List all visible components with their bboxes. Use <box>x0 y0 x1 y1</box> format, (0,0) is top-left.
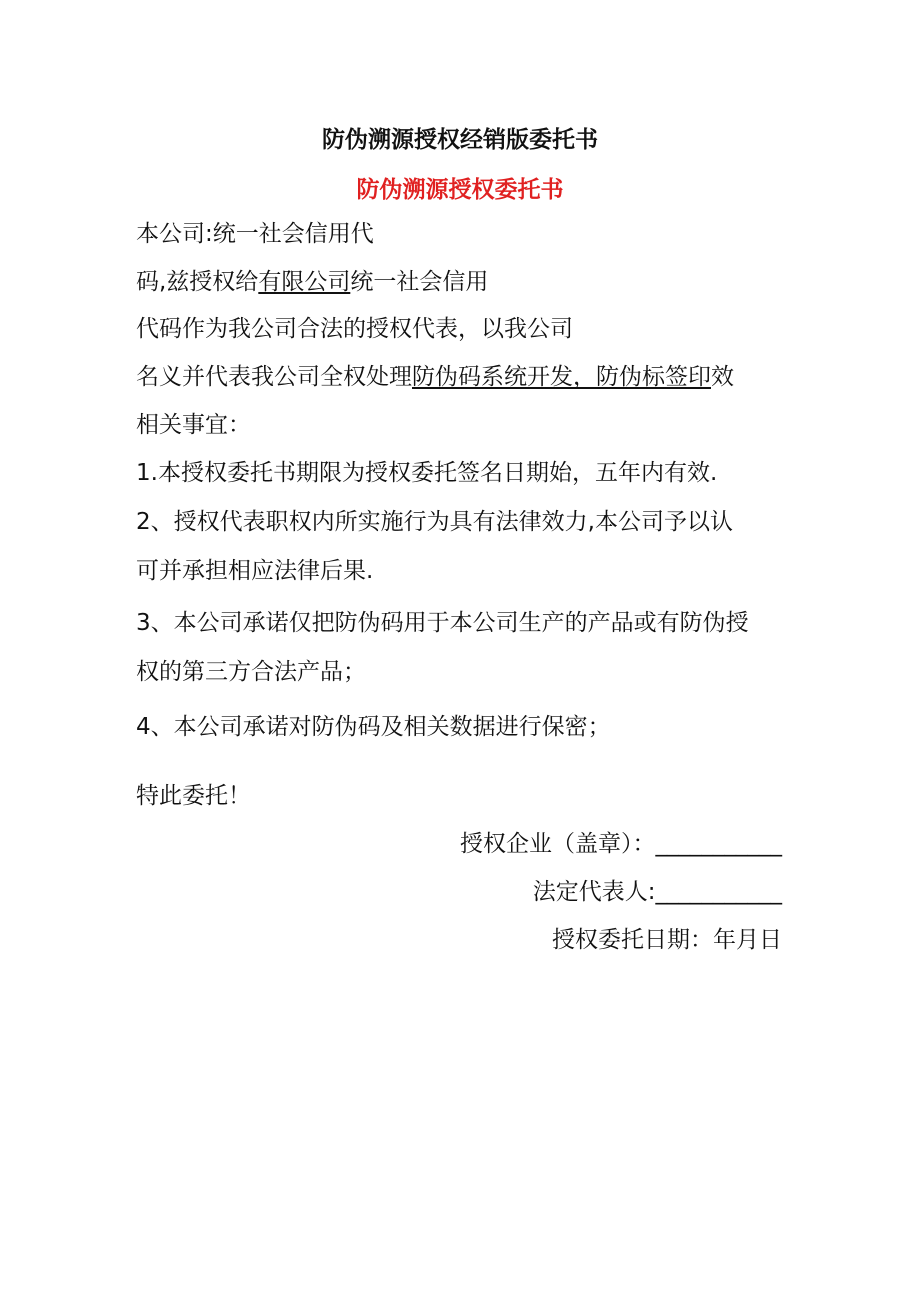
document-subtitle: 防伪溯源授权委托书 <box>356 177 564 203</box>
body-line-1: 本公司:统一社会信用代 <box>136 221 374 247</box>
body-line-4-part-a: 名义并代表我公司全权处理 <box>136 364 412 390</box>
body-line-4 <box>136 361 734 393</box>
document-title: 防伪溯源授权经销版委托书 <box>322 127 598 153</box>
company-name-blank: 有限公司 <box>258 269 351 295</box>
body-line-5: 相关事宜： <box>136 412 251 438</box>
closing-line: 特此委托！ <box>136 783 251 809</box>
body-line-3: 代码作为我公司合法的授权代表，以我公司 <box>136 316 573 342</box>
body-line-4-part-b: 效 <box>711 364 734 390</box>
company-seal-line: 授权企业（盖章）：___________ <box>460 831 782 857</box>
legal-representative-line: 法定代表人:___________ <box>532 879 782 905</box>
clause-2-line-2: 可并承担相应法律后果. <box>136 558 374 584</box>
clause-2-line-1: 2、授权代表职权内所实施行为具有法律效力,本公司予以认 <box>136 509 733 535</box>
clause-3-line-1: 3、本公司承诺仅把防伪码用于本公司生产的产品或有防伪授 <box>136 610 749 636</box>
authorization-date-line: 授权委托日期：年月日 <box>552 927 782 953</box>
clause-4: 4、本公司承诺对防伪码及相关数据进行保密； <box>136 714 611 740</box>
authorized-matter-blank: 防伪码系统开发，防伪标签印 <box>412 364 711 390</box>
clause-3-line-2: 权的第三方合法产品； <box>136 659 366 685</box>
clause-1: 1.本授权委托书期限为授权委托签名日期始，五年内有效. <box>136 460 718 486</box>
body-line-2-part-a: 码,兹授权给 <box>136 269 259 295</box>
body-line-2 <box>136 266 488 298</box>
body-line-2-part-b: 统一社会信用 <box>350 269 489 295</box>
